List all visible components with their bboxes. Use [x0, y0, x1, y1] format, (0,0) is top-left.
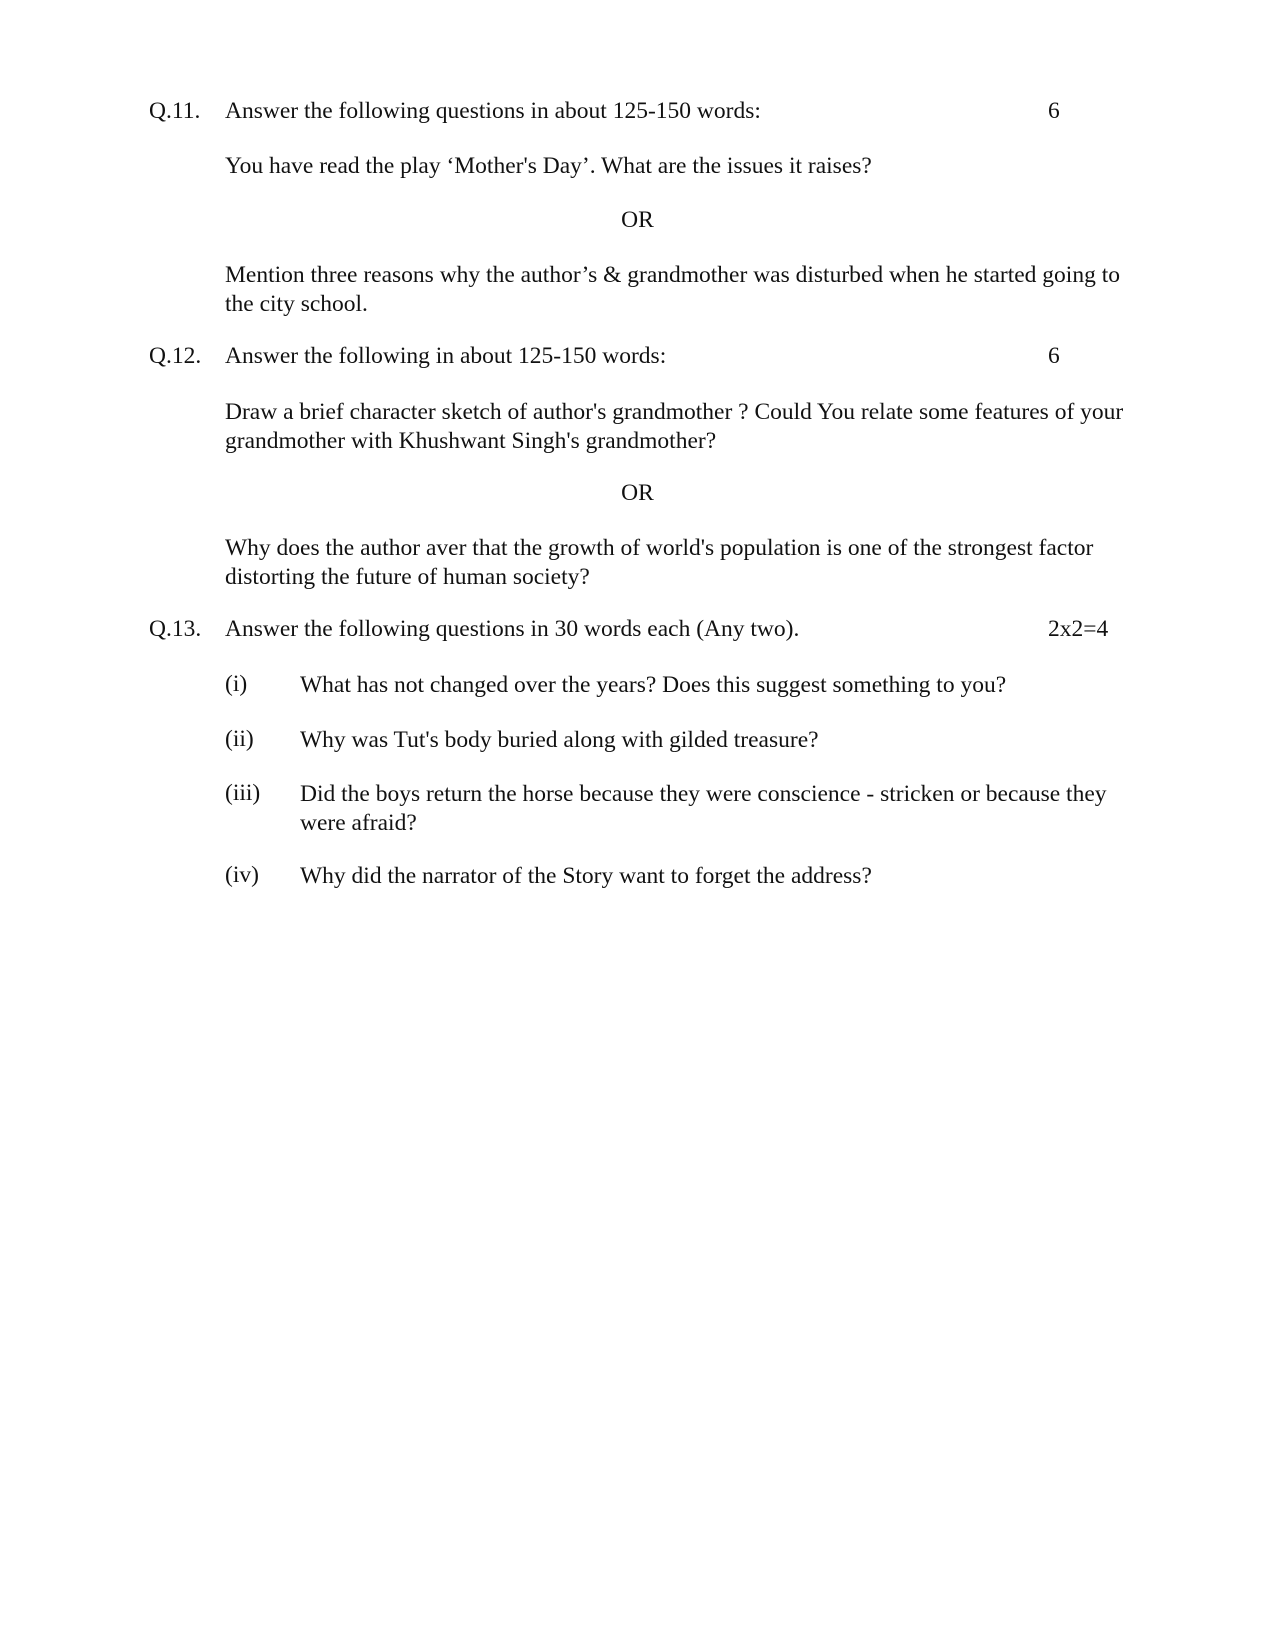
q11-instruction: Answer the following questions in about 125-150 words: [225, 98, 761, 124]
q13-item-label: (ii) [225, 726, 254, 752]
q13-item-text: Why was Tut's body buried along with gilded treasure? [300, 727, 819, 753]
q13-item-text: Did the boys return the horse because they were conscience - stricken or because they were afraid? [300, 781, 1107, 836]
q11-number: Q.11. [149, 98, 201, 124]
q13-item-label: (i) [225, 671, 248, 697]
q13-item-label: (iv) [225, 862, 259, 888]
q11-question-b: Mention three reasons why the author’s & grandmother was disturbed when he started going to the city school. [225, 262, 1120, 317]
q12-question-b: Why does the author aver that the growth of world's population is one of the strongest factor distorting the future of human society? [225, 535, 1094, 590]
q13-item-label: (iii) [225, 780, 261, 806]
q13-item-text: What has not changed over the years? Does this suggest something to you? [300, 672, 1007, 698]
q13-item-text: Why did the narrator of the Story want to forget the address? [300, 863, 872, 889]
q11-marks: 6 [1048, 98, 1060, 124]
q12-or: OR [621, 480, 654, 506]
q13-number: Q.13. [149, 616, 202, 642]
q12-marks: 6 [1048, 343, 1060, 369]
q12-number: Q.12. [149, 343, 202, 369]
q12-question-a: Draw a brief character sketch of author's grandmother ? Could You relate some features of your grandmother with Khushwant Singh's grandmother? [225, 399, 1124, 454]
q13-marks: 2x2=4 [1048, 616, 1109, 642]
q11-question-a: You have read the play ‘Mother's Day’. What are the issues it raises? [225, 153, 872, 179]
q13-instruction: Answer the following questions in 30 words each (Any two). [225, 616, 800, 642]
q11-or: OR [621, 207, 654, 233]
q12-instruction: Answer the following in about 125-150 words: [225, 343, 667, 369]
